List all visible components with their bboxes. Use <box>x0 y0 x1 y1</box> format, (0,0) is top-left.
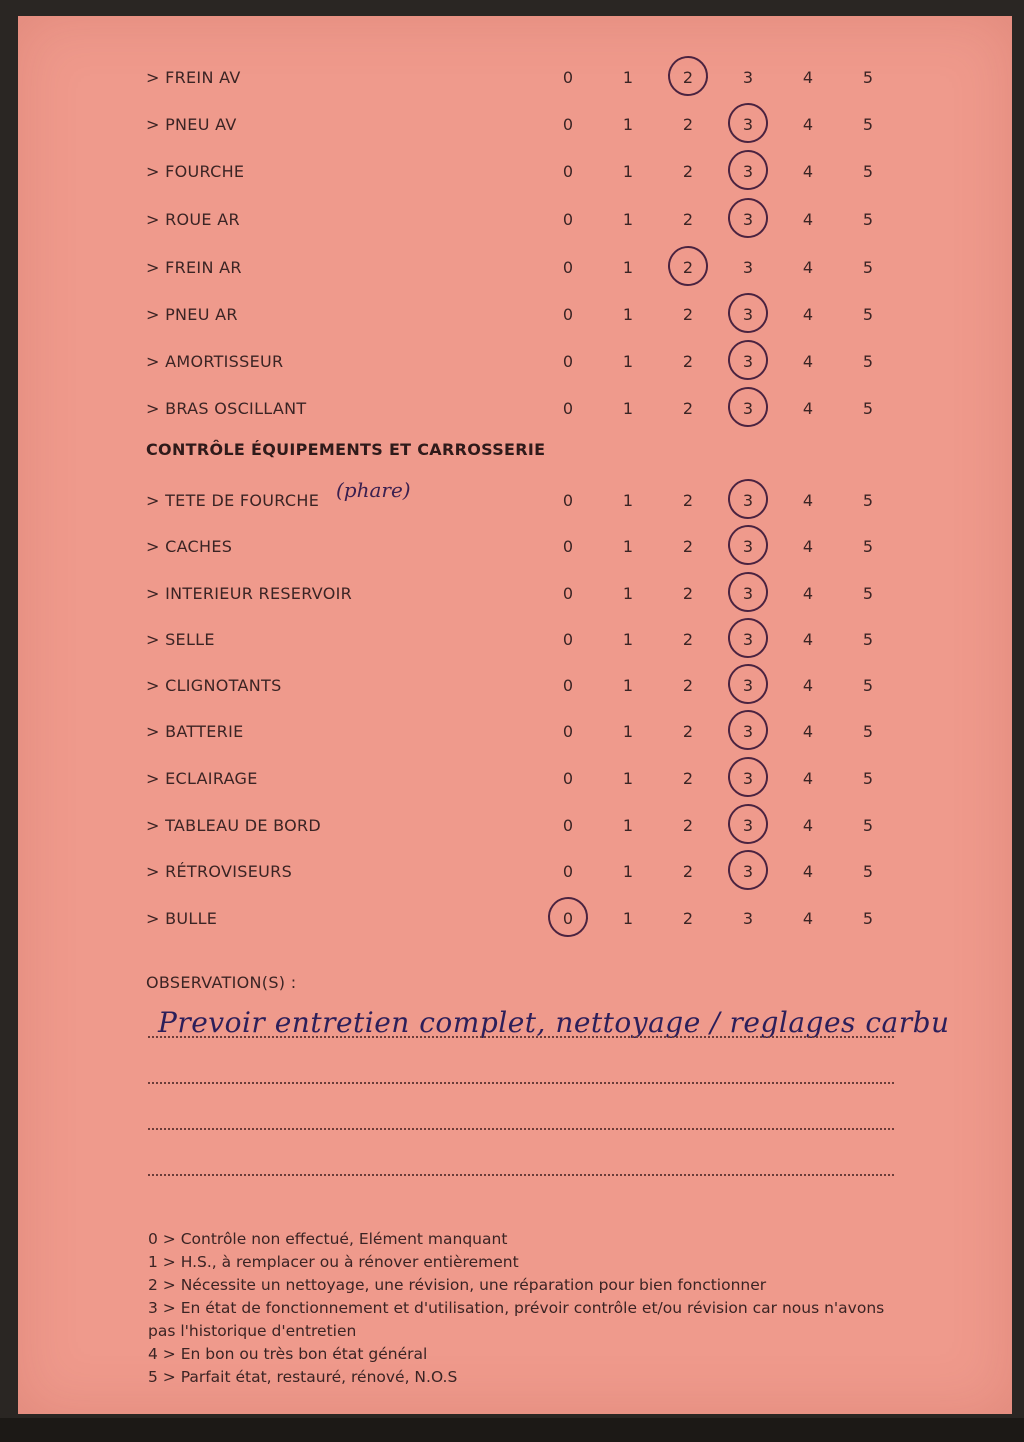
score-option-2: 2 <box>682 68 694 87</box>
score-option-2: 2 <box>682 305 694 324</box>
score-option-3: 3 <box>742 537 754 556</box>
score-option-4: 4 <box>802 862 814 881</box>
score-option-5: 5 <box>862 816 874 835</box>
score-option-2: 2 <box>682 537 694 556</box>
score-option-3: 3 <box>742 258 754 277</box>
score-option-2: 2 <box>682 676 694 695</box>
row-label: > PNEU AV <box>146 115 237 134</box>
score-option-1: 1 <box>622 491 634 510</box>
score-option-0: 0 <box>562 258 574 277</box>
score-option-4: 4 <box>802 399 814 418</box>
score-option-4: 4 <box>802 816 814 835</box>
score-option-5: 5 <box>862 537 874 556</box>
score-option-3: 3 <box>742 909 754 928</box>
checklist-row <box>18 162 1012 192</box>
score-option-3: 3 <box>742 352 754 371</box>
score-option-2: 2 <box>682 862 694 881</box>
score-option-4: 4 <box>802 584 814 603</box>
circled-score-mark <box>725 100 770 145</box>
checklist-row <box>18 816 1012 846</box>
checklist-row <box>18 258 1012 288</box>
score-option-2: 2 <box>682 115 694 134</box>
legend-item: 3 > En état de fonctionnement et d'utilisation, prévoir contrôle et/ou révision car nous n'avons pas l'historique d'entretien <box>148 1299 885 1340</box>
rating-legend <box>148 1228 908 1389</box>
score-option-1: 1 <box>622 399 634 418</box>
score-option-1: 1 <box>622 584 634 603</box>
checklist-row <box>18 305 1012 335</box>
circled-score-mark <box>725 847 770 892</box>
circled-score-mark <box>725 476 770 521</box>
row-label: > ECLAIRAGE <box>146 769 258 788</box>
row-label: > TETE DE FOURCHE <box>146 491 320 510</box>
score-option-3: 3 <box>742 305 754 324</box>
checklist-row <box>18 584 1012 614</box>
score-option-0: 0 <box>562 305 574 324</box>
checklist-row <box>18 491 1012 521</box>
row-label: > INTERIEUR RESERVOIR <box>146 584 353 603</box>
circled-score-mark <box>725 615 770 660</box>
score-option-0: 0 <box>562 115 574 134</box>
score-option-2: 2 <box>682 584 694 603</box>
score-option-3: 3 <box>742 769 754 788</box>
score-option-3: 3 <box>742 584 754 603</box>
score-option-1: 1 <box>622 352 634 371</box>
score-option-2: 2 <box>682 722 694 741</box>
score-option-5: 5 <box>862 399 874 418</box>
score-option-0: 0 <box>562 210 574 229</box>
score-option-5: 5 <box>862 162 874 181</box>
checklist-row <box>18 769 1012 799</box>
score-option-3: 3 <box>742 115 754 134</box>
score-option-0: 0 <box>562 722 574 741</box>
score-option-3: 3 <box>742 210 754 229</box>
score-option-2: 2 <box>682 352 694 371</box>
score-option-0: 0 <box>562 68 574 87</box>
score-option-4: 4 <box>802 258 814 277</box>
legend-item: 2 > Nécessite un nettoyage, une révision, une réparation pour bien fonctionner <box>148 1276 767 1294</box>
row-label: > ROUE AR <box>146 210 240 229</box>
legend-item: 1 > H.S., à remplacer ou à rénover entièrement <box>148 1253 519 1271</box>
row-label: > BATTERIE <box>146 722 244 741</box>
score-option-1: 1 <box>622 115 634 134</box>
score-option-3: 3 <box>742 491 754 510</box>
circled-score-mark <box>725 147 770 192</box>
score-option-0: 0 <box>562 816 574 835</box>
score-option-0: 0 <box>562 352 574 371</box>
score-option-3: 3 <box>742 722 754 741</box>
score-option-2: 2 <box>682 399 694 418</box>
score-option-5: 5 <box>862 491 874 510</box>
row-label: > FREIN AV <box>146 68 241 87</box>
score-option-4: 4 <box>802 68 814 87</box>
score-option-5: 5 <box>862 210 874 229</box>
circled-score-mark <box>725 754 770 799</box>
score-option-0: 0 <box>562 584 574 603</box>
score-option-4: 4 <box>802 115 814 134</box>
circled-score-mark <box>725 290 770 335</box>
score-option-3: 3 <box>742 676 754 695</box>
score-option-0: 0 <box>562 909 574 928</box>
legend-item: 0 > Contrôle non effectué, Elément manquant <box>148 1230 508 1248</box>
score-option-0: 0 <box>562 769 574 788</box>
score-option-1: 1 <box>622 769 634 788</box>
observations-label: OBSERVATION(S) : <box>146 973 297 992</box>
score-option-4: 4 <box>802 162 814 181</box>
score-option-0: 0 <box>562 862 574 881</box>
handwritten-annotation: (phare) <box>336 478 411 502</box>
circled-score-mark <box>665 53 710 98</box>
row-label: > FOURCHE <box>146 162 245 181</box>
row-label: > BULLE <box>146 909 218 928</box>
score-option-2: 2 <box>682 258 694 277</box>
score-option-5: 5 <box>862 769 874 788</box>
circled-score-mark <box>545 894 590 939</box>
score-option-3: 3 <box>742 630 754 649</box>
score-option-4: 4 <box>802 676 814 695</box>
checklist-row <box>18 537 1012 567</box>
score-option-1: 1 <box>622 162 634 181</box>
score-option-3: 3 <box>742 162 754 181</box>
score-option-2: 2 <box>682 491 694 510</box>
row-label: > AMORTISSEUR <box>146 352 284 371</box>
checklist-row <box>18 352 1012 382</box>
circled-score-mark <box>665 243 710 288</box>
dotted-line <box>148 1174 894 1176</box>
inspection-sheet <box>18 16 1012 1414</box>
circled-score-mark <box>725 707 770 752</box>
score-option-1: 1 <box>622 68 634 87</box>
score-option-4: 4 <box>802 210 814 229</box>
score-option-3: 3 <box>742 68 754 87</box>
circled-score-mark <box>725 801 770 846</box>
score-option-1: 1 <box>622 258 634 277</box>
score-option-4: 4 <box>802 537 814 556</box>
circled-score-mark <box>725 195 770 240</box>
score-option-1: 1 <box>622 816 634 835</box>
score-option-1: 1 <box>622 537 634 556</box>
score-option-5: 5 <box>862 305 874 324</box>
circled-score-mark <box>725 522 770 567</box>
score-option-5: 5 <box>862 115 874 134</box>
score-option-3: 3 <box>742 862 754 881</box>
score-option-1: 1 <box>622 305 634 324</box>
row-label: > FREIN AR <box>146 258 242 277</box>
checklist-row <box>18 630 1012 660</box>
score-option-5: 5 <box>862 676 874 695</box>
checklist-row <box>18 676 1012 706</box>
score-option-2: 2 <box>682 909 694 928</box>
checklist-row <box>18 862 1012 892</box>
folder-edge <box>0 1418 1024 1442</box>
score-option-2: 2 <box>682 210 694 229</box>
row-label: > TABLEAU DE BORD <box>146 816 322 835</box>
dotted-line <box>148 1036 894 1038</box>
dotted-line <box>148 1082 894 1084</box>
score-option-5: 5 <box>862 68 874 87</box>
score-option-5: 5 <box>862 258 874 277</box>
score-option-4: 4 <box>802 352 814 371</box>
score-option-5: 5 <box>862 352 874 371</box>
score-option-1: 1 <box>622 676 634 695</box>
score-option-0: 0 <box>562 491 574 510</box>
score-option-1: 1 <box>622 722 634 741</box>
score-option-0: 0 <box>562 399 574 418</box>
score-option-2: 2 <box>682 769 694 788</box>
score-option-0: 0 <box>562 676 574 695</box>
score-option-2: 2 <box>682 162 694 181</box>
checklist-row <box>18 722 1012 752</box>
checklist-row <box>18 909 1012 939</box>
circled-score-mark <box>725 337 770 382</box>
score-option-5: 5 <box>862 630 874 649</box>
score-option-5: 5 <box>862 584 874 603</box>
circled-score-mark <box>725 384 770 429</box>
observation-handwriting: Prevoir entretien complet, nettoyage / reglages carbu <box>158 1006 950 1039</box>
legend-item: 5 > Parfait état, restauré, rénové, N.O.S <box>148 1368 458 1386</box>
score-option-0: 0 <box>562 630 574 649</box>
row-label: > PNEU AR <box>146 305 238 324</box>
row-label: > BRAS OSCILLANT <box>146 399 307 418</box>
checklist-row <box>18 210 1012 240</box>
score-option-5: 5 <box>862 909 874 928</box>
score-option-4: 4 <box>802 305 814 324</box>
score-option-2: 2 <box>682 630 694 649</box>
checklist-row <box>18 399 1012 429</box>
legend-item: 4 > En bon ou très bon état général <box>148 1345 428 1363</box>
row-label: > CLIGNOTANTS <box>146 676 282 695</box>
score-option-0: 0 <box>562 537 574 556</box>
checklist-row <box>18 115 1012 145</box>
score-option-1: 1 <box>622 210 634 229</box>
row-label: > CACHES <box>146 537 233 556</box>
score-option-3: 3 <box>742 816 754 835</box>
score-option-4: 4 <box>802 769 814 788</box>
row-label: > RÉTROVISEURS <box>146 862 293 881</box>
score-option-1: 1 <box>622 630 634 649</box>
score-option-0: 0 <box>562 162 574 181</box>
score-option-1: 1 <box>622 909 634 928</box>
dotted-line <box>148 1128 894 1130</box>
circled-score-mark <box>725 661 770 706</box>
score-option-5: 5 <box>862 862 874 881</box>
score-option-2: 2 <box>682 816 694 835</box>
checklist-row <box>18 68 1012 98</box>
score-option-4: 4 <box>802 630 814 649</box>
row-label: > SELLE <box>146 630 215 649</box>
score-option-4: 4 <box>802 722 814 741</box>
score-option-4: 4 <box>802 909 814 928</box>
score-option-5: 5 <box>862 722 874 741</box>
circled-score-mark <box>725 569 770 614</box>
score-option-4: 4 <box>802 491 814 510</box>
score-option-3: 3 <box>742 399 754 418</box>
section-heading: CONTRÔLE ÉQUIPEMENTS ET CARROSSERIE <box>146 440 546 459</box>
score-option-1: 1 <box>622 862 634 881</box>
